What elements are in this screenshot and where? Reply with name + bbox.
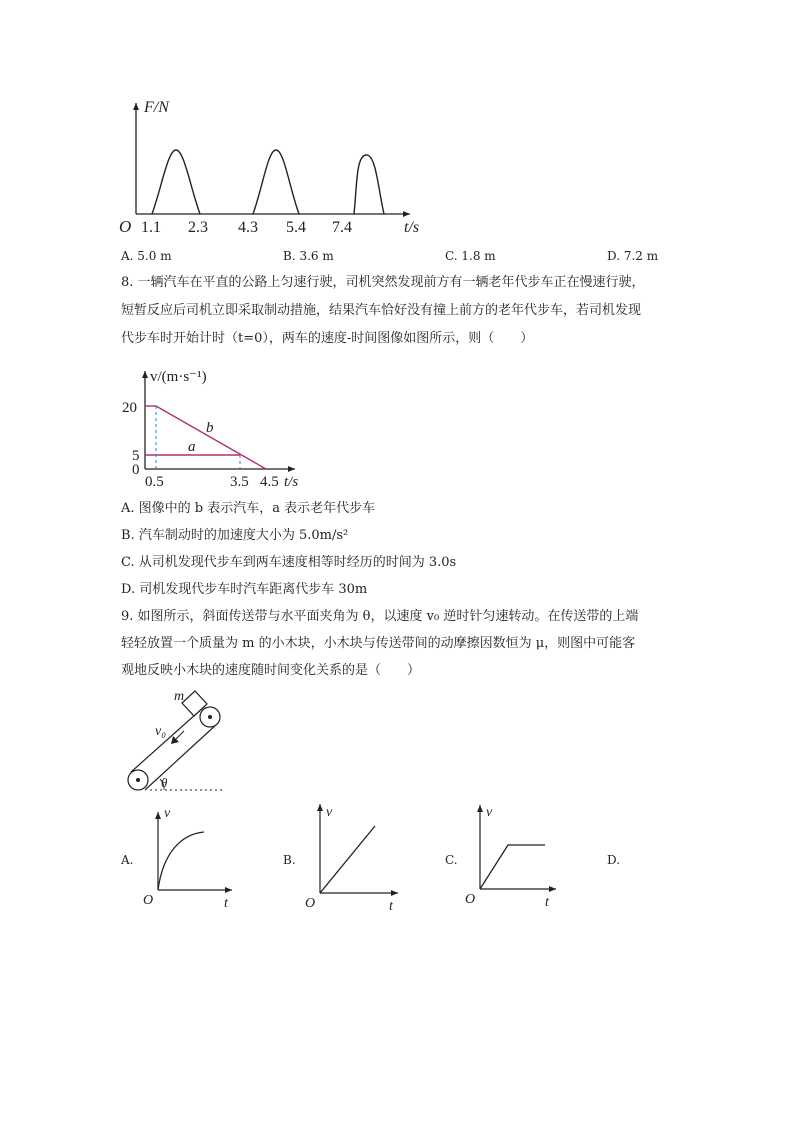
q9-c-o: O: [465, 892, 476, 907]
q9-upper-roller-axle: [208, 715, 212, 719]
q9-b-o: O: [305, 896, 316, 911]
q8-stem-line-2: 短暂反应后司机立即采取制动措施，结果汽车恰好没有撞上前方的老年代步车，若司机发现: [121, 303, 642, 318]
q8-y-label: v/(m·s⁻¹): [150, 369, 207, 385]
q9-a-curve: [158, 832, 204, 890]
q9-angle-label: θ: [161, 775, 168, 790]
q8-stem-line-1: 8. 一辆汽车在平直的公路上匀速行驶，司机突然发现前方有一辆老年代步车正在慢速行驶，: [121, 275, 645, 290]
q7-tick-3: 4.3: [238, 219, 258, 236]
q9-option-b[interactable]: B.: [283, 853, 296, 867]
q8-y-tick-5: 5: [132, 448, 140, 464]
q8-option-c[interactable]: C. 从司机发现代步车到两车速度相等时经历的时间为 3.0s: [121, 555, 457, 570]
q8-x-tick-35: 3.5: [230, 474, 249, 490]
q9-option-a[interactable]: A.: [121, 853, 134, 867]
q9-a-o: O: [143, 893, 154, 908]
q7-tick-5: 7.4: [332, 219, 352, 236]
q9-a-t: t: [224, 896, 228, 911]
q9-c-t: t: [545, 895, 549, 910]
q8-y-tick-0: 0: [132, 462, 140, 478]
q9-stem-line-1: 9. 如图所示，斜面传送带与水平面夹角为 θ，以速度 v₀ 逆时针匀速转动。在传送带的上端: [121, 609, 639, 624]
q8-x-tick-45: 4.5: [260, 474, 279, 490]
q7-option-c[interactable]: C. 1.8 m: [445, 249, 496, 263]
q9-mass-label: m: [174, 689, 185, 704]
q8-x-tick-05: 0.5: [145, 474, 164, 490]
q9-b-t: t: [389, 899, 393, 914]
q7-option-b[interactable]: B. 3.6 m: [283, 249, 334, 263]
q8-y-tick-20: 20: [122, 400, 137, 416]
q8-stem-line-3: 代步车时开始计时（t=0），两车的速度-时间图像如图所示，则（ ）: [121, 331, 534, 346]
q9-velocity-label: v₀: [155, 724, 167, 739]
q9-option-d[interactable]: D.: [607, 853, 621, 867]
q7-option-d[interactable]: D. 7.2 m: [607, 249, 659, 263]
q9-c-v: v: [486, 805, 493, 820]
q8-option-a[interactable]: A. 图像中的 b 表示汽车，a 表示老年代步车: [121, 501, 376, 516]
q9-b-line: [320, 826, 375, 893]
q9-b-v: v: [326, 805, 333, 820]
q9-stem-line-3: 观地反映小木块的速度随时间变化关系的是（ ）: [121, 663, 421, 678]
q7-tick-4: 5.4: [286, 219, 306, 236]
q9-c-line: [480, 845, 545, 889]
q7-y-label: F/N: [144, 99, 169, 116]
q7-option-a[interactable]: A. 5.0 m: [121, 249, 172, 263]
q9-lower-roller-axle: [136, 778, 140, 782]
q7-tick-1: 1.1: [141, 219, 161, 236]
q8-label-b: b: [206, 420, 214, 436]
q7-origin: O: [119, 217, 132, 236]
q8-option-d[interactable]: D. 司机发现代步车时汽车距离代步车 30m: [121, 582, 368, 597]
q8-x-label: t/s: [284, 474, 299, 490]
q7-tick-2: 2.3: [188, 219, 208, 236]
q9-a-v: v: [164, 806, 171, 821]
q7-x-label: t/s: [404, 219, 420, 236]
q8-option-b[interactable]: B. 汽车制动时的加速度大小为 5.0m/s²: [121, 528, 349, 543]
q8-label-a: a: [188, 439, 196, 455]
q9-stem-line-2: 轻轻放置一个质量为 m 的小木块，小木块与传送带间的动摩擦因数恒为 μ，则图中可能客: [121, 636, 636, 651]
q9-option-c[interactable]: C.: [445, 853, 458, 867]
